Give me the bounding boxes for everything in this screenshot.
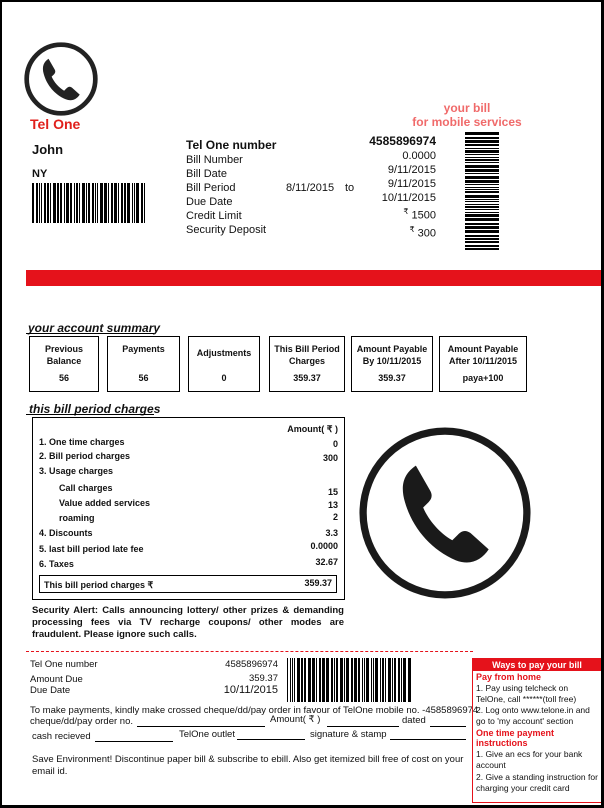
barcode-bar — [465, 206, 499, 208]
barcode-bar — [134, 183, 135, 223]
bill-tagline: your bill for mobile services — [412, 101, 522, 129]
summary-underline — [26, 333, 154, 334]
slip-due-label: Due Date — [30, 685, 71, 696]
charges-underline — [26, 414, 154, 415]
slip-number-label: Tel One number — [30, 659, 98, 670]
barcode-bar — [50, 183, 51, 223]
barcode-bar — [344, 658, 345, 702]
ways-title: Ways to pay your bill — [473, 659, 601, 671]
charge-row-value: 0 — [332, 439, 338, 449]
charge-row-value: 0.0000 — [310, 541, 338, 551]
barcode-bar — [124, 183, 126, 223]
barcode-bar — [100, 183, 103, 223]
slip-amount: 359.37 — [248, 673, 278, 684]
barcode-bar — [82, 183, 85, 223]
barcode-bar — [334, 658, 335, 702]
summary-title: your account summary — [28, 321, 161, 335]
slip-number: 4585896974 — [225, 659, 278, 670]
barcode-bar — [144, 183, 145, 223]
barcode-bar — [346, 658, 349, 702]
barcode-bar — [403, 658, 406, 702]
barcode-bar — [336, 658, 338, 702]
barcode-bar — [47, 183, 49, 223]
barcode-bar — [308, 658, 311, 702]
barcode-bar — [465, 180, 499, 183]
period-from: 8/11/2015 — [286, 182, 335, 194]
barcode-bar — [114, 183, 117, 223]
summary-box-payments: Payments 56 — [107, 336, 180, 392]
charges-title: this bill period charges — [29, 402, 161, 416]
barcode-bar — [118, 183, 119, 223]
barcode-bar — [465, 195, 499, 198]
barcode-bar — [465, 137, 499, 139]
slip-amount-label: Amount Due — [30, 674, 83, 685]
barcode-bar — [465, 245, 499, 247]
amount-field-label: Amount( ₹ ) — [270, 714, 321, 725]
credit-limit: ₹ 1500 — [403, 207, 436, 222]
barcode-bar — [322, 658, 325, 702]
barcode-bar — [66, 183, 69, 223]
charge-row-label: Value added services — [59, 498, 151, 508]
charge-row-label: roaming — [59, 513, 95, 523]
bill-info-labels: Tel One number Bill Number Bill Date Bill Period Due Date Credit Limit Security Deposit — [186, 138, 277, 236]
charge-row-label: Call charges — [59, 483, 113, 493]
total-value: 359.37 — [304, 578, 332, 588]
outlet-label: TelOne outlet — [179, 729, 235, 740]
barcode-bar — [41, 183, 42, 223]
barcode-bar — [465, 159, 499, 161]
signature-field[interactable] — [390, 739, 466, 740]
barcode-bar — [312, 658, 315, 702]
barcode-bar — [465, 189, 499, 190]
charge-row-value: 300 — [322, 453, 338, 463]
barcode-bar — [465, 209, 499, 210]
barcode-bar — [465, 226, 499, 229]
charge-row-label: 6. Taxes — [39, 559, 74, 569]
barcode-bar — [465, 204, 499, 205]
charge-row-value: 3.3 — [325, 528, 338, 538]
charge-row-label: 4. Discounts — [39, 528, 93, 538]
environment-note: Save Environment! Discontinue paper bill & subscribe to ebill. Also get itemized bill free of cost on your email id. — [32, 754, 464, 777]
cut-line — [26, 651, 473, 652]
barcode-bar — [465, 230, 499, 233]
barcode-bar — [465, 238, 499, 240]
bill-number: 0.0000 — [402, 150, 436, 162]
barcode-bar — [57, 183, 59, 223]
cheque-label: cheque/dd/pay order no. — [30, 716, 133, 727]
barcode-bar — [44, 183, 46, 223]
barcode-bar — [127, 183, 130, 223]
charge-row-value: 2 — [332, 512, 338, 522]
barcode-bar — [465, 140, 499, 143]
barcode-bar — [326, 658, 329, 702]
barcode-bar — [331, 658, 333, 702]
summary-box-payable-by: Amount Payable By 10/11/2015 359.37 — [351, 336, 433, 392]
barcode-bar — [294, 658, 295, 702]
pay-from-home-2: 2. Log onto www.telone.in and go to 'my account' section — [476, 705, 590, 726]
barcode-bar — [354, 658, 357, 702]
barcode-bar — [382, 658, 384, 702]
cash-field[interactable] — [95, 741, 173, 742]
barcode-bar — [465, 248, 499, 250]
barcode-bar — [465, 187, 499, 188]
barcode-bar — [79, 183, 80, 223]
barcode-bar — [88, 183, 90, 223]
barcode-bar — [366, 658, 369, 702]
barcode-bar — [95, 183, 96, 223]
ways-to-pay — [472, 658, 602, 803]
barcode-bar — [465, 199, 499, 200]
barcode-bar — [408, 658, 411, 702]
barcode-bar — [297, 658, 300, 702]
one-time-2: 2. Give a standing instruction for charging your credit card — [476, 772, 598, 793]
amount-field[interactable] — [327, 726, 399, 727]
charge-row-label: 2. Bill period charges — [39, 451, 131, 461]
barcode-bar — [392, 658, 393, 702]
barcode-bar — [340, 658, 343, 702]
slip-due: 10/11/2015 — [223, 684, 278, 696]
barcode-bar — [104, 183, 107, 223]
barcode-bar — [292, 658, 293, 702]
barcode-bar — [465, 201, 499, 202]
barcode-bar — [358, 658, 360, 702]
charge-row-value: 32.67 — [315, 557, 338, 567]
barcode-bar — [465, 214, 499, 217]
large-phone-icon — [354, 422, 536, 604]
barcode-bar — [394, 658, 396, 702]
cheque-field[interactable] — [137, 726, 265, 727]
barcode-bar — [465, 212, 499, 213]
charge-row-label: 3. Usage charges — [39, 466, 114, 476]
barcode-bar — [465, 223, 499, 225]
barcode-bar — [465, 132, 499, 135]
pay-from-home-1: 1. Pay using telcheck on TelOne, call ******(toll free) — [476, 683, 577, 704]
barcode-bar — [92, 183, 94, 223]
barcode-bar — [141, 183, 143, 223]
barcode-bar — [388, 658, 391, 702]
charge-row-value: 13 — [327, 500, 338, 510]
barcode-bar — [371, 658, 372, 702]
barcode-bar — [136, 183, 139, 223]
barcode-bar — [74, 183, 75, 223]
barcode-bar — [319, 658, 321, 702]
barcode-bar — [111, 183, 113, 223]
barcode-bar — [465, 154, 499, 155]
customer-city: NY — [32, 168, 48, 180]
barcode-bar — [380, 658, 381, 702]
barcode-bar — [53, 183, 56, 223]
one-time-1: 1. Give an ecs for your bank account — [476, 749, 583, 770]
charges-table — [32, 417, 345, 600]
barcode-bar — [76, 183, 78, 223]
barcode-bar — [97, 183, 98, 223]
phone-circle-icon — [22, 40, 100, 118]
barcode-bar — [316, 658, 317, 702]
charge-row-value: 15 — [327, 487, 338, 497]
barcode-bar — [465, 218, 499, 221]
barcode-bar — [465, 169, 499, 172]
barcode-bar — [375, 658, 378, 702]
customer-name: John — [32, 142, 64, 157]
barcode-bar — [465, 191, 499, 193]
charges-total — [39, 575, 337, 593]
summary-box-previous-balance: Previous Balance 56 — [29, 336, 99, 392]
barcode-bar — [301, 658, 303, 702]
barcode-bar — [385, 658, 386, 702]
barcode-bar — [36, 183, 38, 223]
barcode-bar — [364, 658, 365, 702]
vertical-barcode — [465, 132, 499, 268]
total-label: This bill period charges ₹ — [44, 580, 154, 590]
barcode-bar — [290, 658, 291, 702]
barcode-bar — [373, 658, 374, 702]
barcode-bar — [132, 183, 133, 223]
customer-barcode — [32, 183, 167, 223]
barcode-bar — [465, 241, 499, 243]
barcode-bar — [465, 165, 499, 168]
barcode-bar — [465, 176, 499, 179]
brand-name: Tel One — [30, 116, 81, 132]
dated-field[interactable] — [430, 726, 466, 727]
barcode-bar — [86, 183, 87, 223]
cash-label: cash recieved — [32, 731, 91, 742]
one-time-title: One time payment instructions — [476, 728, 555, 748]
barcode-bar — [60, 183, 62, 223]
barcode-bar — [351, 658, 353, 702]
charge-row-label: 5. last bill period late fee — [39, 544, 144, 554]
summary-box-adjustments: Adjustments 0 — [188, 336, 260, 392]
barcode-bar — [465, 148, 499, 149]
barcode-bar — [465, 144, 499, 146]
barcode-bar — [304, 658, 306, 702]
telone-number: 4585896974 — [369, 134, 436, 148]
barcode-bar — [70, 183, 72, 223]
barcode-bar — [401, 658, 402, 702]
summary-box-payable-after: Amount Payable After 10/11/2015 paya+100 — [439, 336, 527, 392]
security-alert: Security Alert: Calls announcing lottery/ other prizes & demanding processing fees via TV recharge coupons/ other modes are fraudulent. Please ignore such calls. — [32, 605, 344, 640]
charge-row-label: 1. One time charges — [39, 437, 125, 447]
barcode-bar — [465, 157, 499, 158]
amount-header: Amount( ₹ ) — [287, 424, 338, 434]
bill-info-values — [342, 133, 436, 240]
dated-label: dated — [402, 715, 426, 726]
slip-instruction: To make payments, kindly make crossed cheque/dd/pay order in favour of TelOne mobile no. -4585896974 — [30, 705, 479, 716]
pay-from-home-title: Pay from home — [476, 672, 542, 682]
barcode-bar — [465, 150, 499, 153]
header-divider — [26, 270, 602, 286]
period-to: 9/11/2015 — [387, 178, 436, 190]
barcode-bar — [64, 183, 65, 223]
outlet-field[interactable] — [237, 739, 305, 740]
barcode-bar — [398, 658, 400, 702]
signature-label: signature & stamp — [310, 729, 387, 740]
slip-barcode — [287, 658, 427, 702]
due-date: 10/11/2015 — [381, 192, 436, 204]
barcode-bar — [465, 162, 499, 163]
bill-date: 9/11/2015 — [387, 164, 436, 176]
summary-box-bill-period-charges: This Bill Period Charges 359.37 — [269, 336, 345, 392]
barcode-bar — [108, 183, 109, 223]
barcode-bar — [32, 183, 34, 223]
period-to-word: to — [345, 182, 355, 194]
barcode-bar — [465, 235, 499, 237]
security-deposit: ₹ 300 — [409, 224, 436, 240]
barcode-bar — [287, 658, 288, 702]
barcode-bar — [39, 183, 40, 223]
barcode-bar — [121, 183, 123, 223]
barcode-bar — [465, 184, 499, 185]
barcode-bar — [465, 173, 499, 174]
barcode-bar — [362, 658, 363, 702]
